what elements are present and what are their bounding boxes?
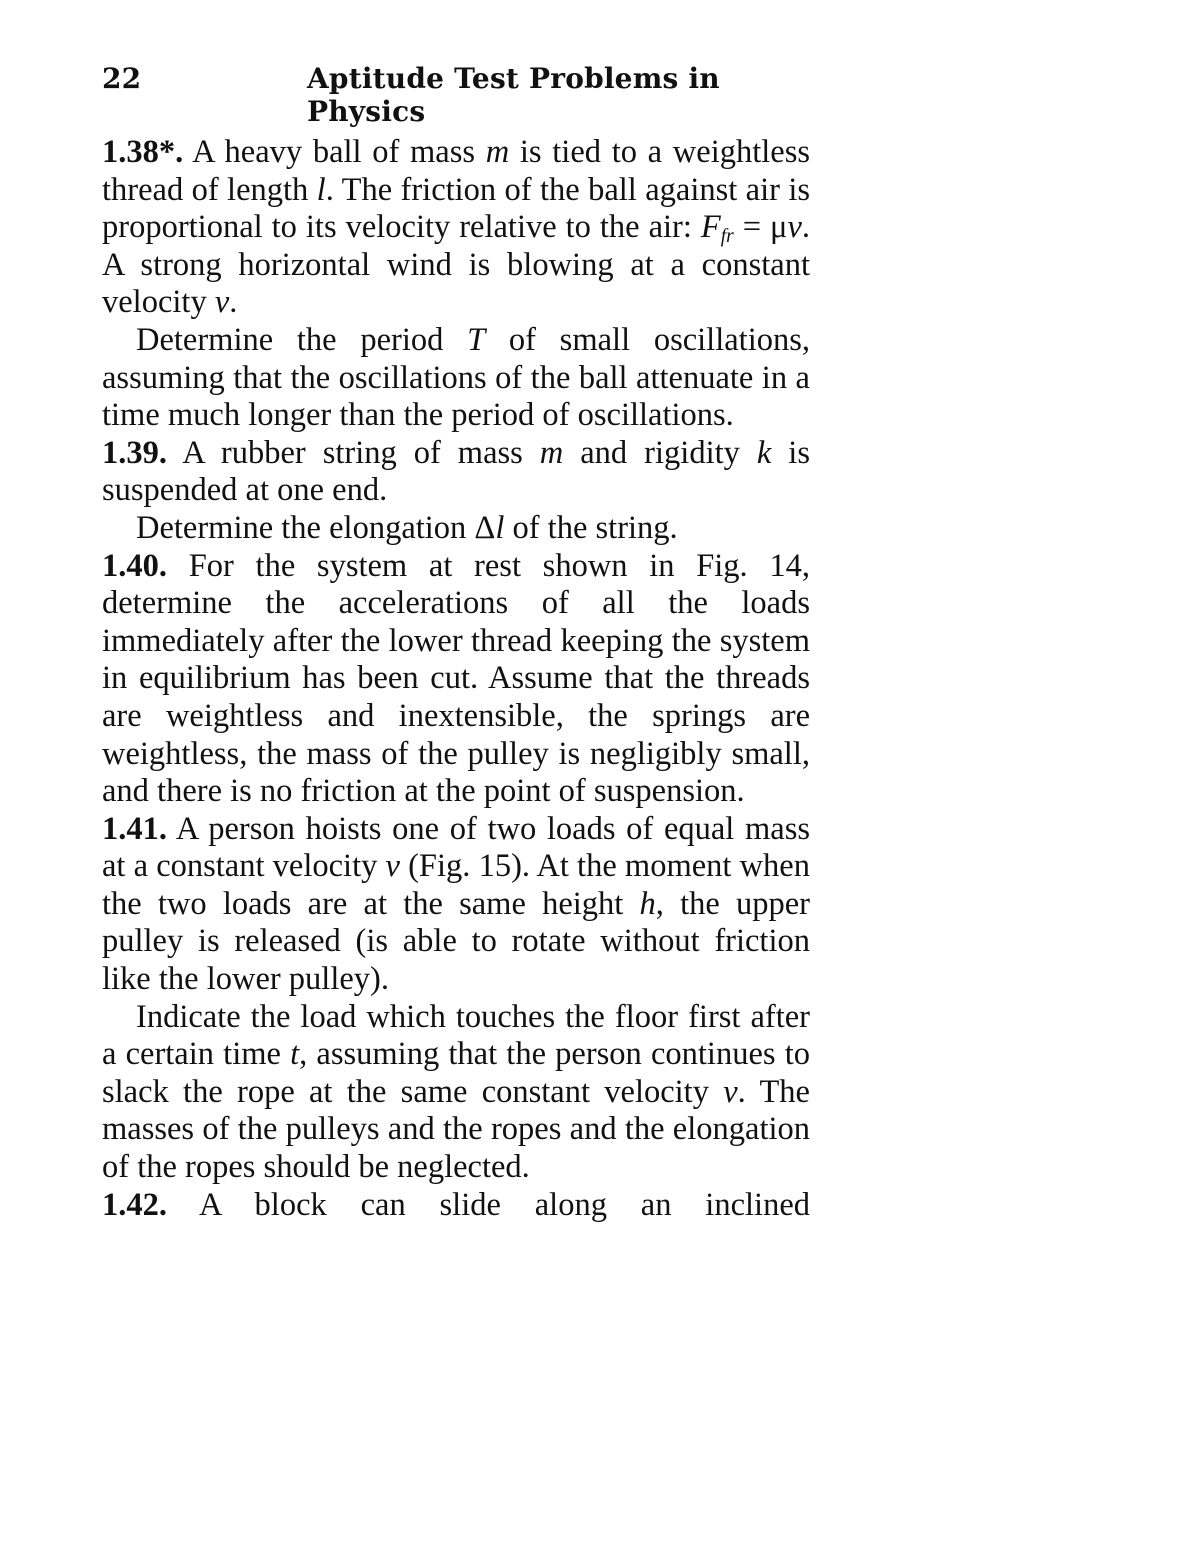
problem-1-41: 1.41. A person hoists one of two loads of equal mass at a constant velocity v (Fig. 15). At the moment when the two loads are at the same height h, the upper pulley is released (is able to rotate without friction like the lower pulley). xyxy=(102,810,810,998)
problem-1-39: 1.39. A rubber string of mass m and rigidity k is suspended at one end. xyxy=(102,434,810,509)
problem-number: 1.42. xyxy=(102,1186,167,1223)
problem-1-39-question: Determine the elongation Δl of the string. xyxy=(136,509,678,546)
problem-number: 1.38*. xyxy=(102,134,184,170)
problem-1-41-question: Indicate the load which touches the floor first after a certain time t, assuming that the person continues to slack the rope at the same constant velocity v. The masses of the pulleys and the ropes and the elongation of the ropes should be neglected. xyxy=(102,998,810,1186)
page-body xyxy=(102,134,810,1224)
problem-1-40: 1.40. For the system at rest shown in Fig. 14, determine the accelerations of all the loads immediately after the lower thread keeping the system in equilibrium has been cut. Assume that the threads are weightless and inextensible, the springs are weightless, the mass of the pulley is negligibly small, and there is no friction at the point of suspension. xyxy=(102,547,810,810)
problem-number: 1.41. xyxy=(102,810,167,847)
problem-1-38: 1.38*. A heavy ball of mass m is tied to a weightless thread of length l. The friction of the ball against air is proportional to its velocity relative to the air: $F_{fr} = \mu v$. A strong horizontal wind is blowing at a constant velocity v. xyxy=(102,134,810,321)
page-header xyxy=(102,62,810,128)
book-page xyxy=(102,62,810,1224)
running-title: Aptitude Test Problems in Physics xyxy=(307,62,720,128)
problem-number: 1.39. xyxy=(102,434,167,471)
page-number: 22 xyxy=(102,62,142,95)
problem-1-38-question: Determine the period T of small oscillations, assuming that the oscillations of the ball attenuate in a time much longer than the period of oscillations. xyxy=(102,321,810,434)
problem-number: 1.40. xyxy=(102,547,167,584)
problem-1-42: 1.42. A block can slide along an inclined xyxy=(102,1186,810,1223)
